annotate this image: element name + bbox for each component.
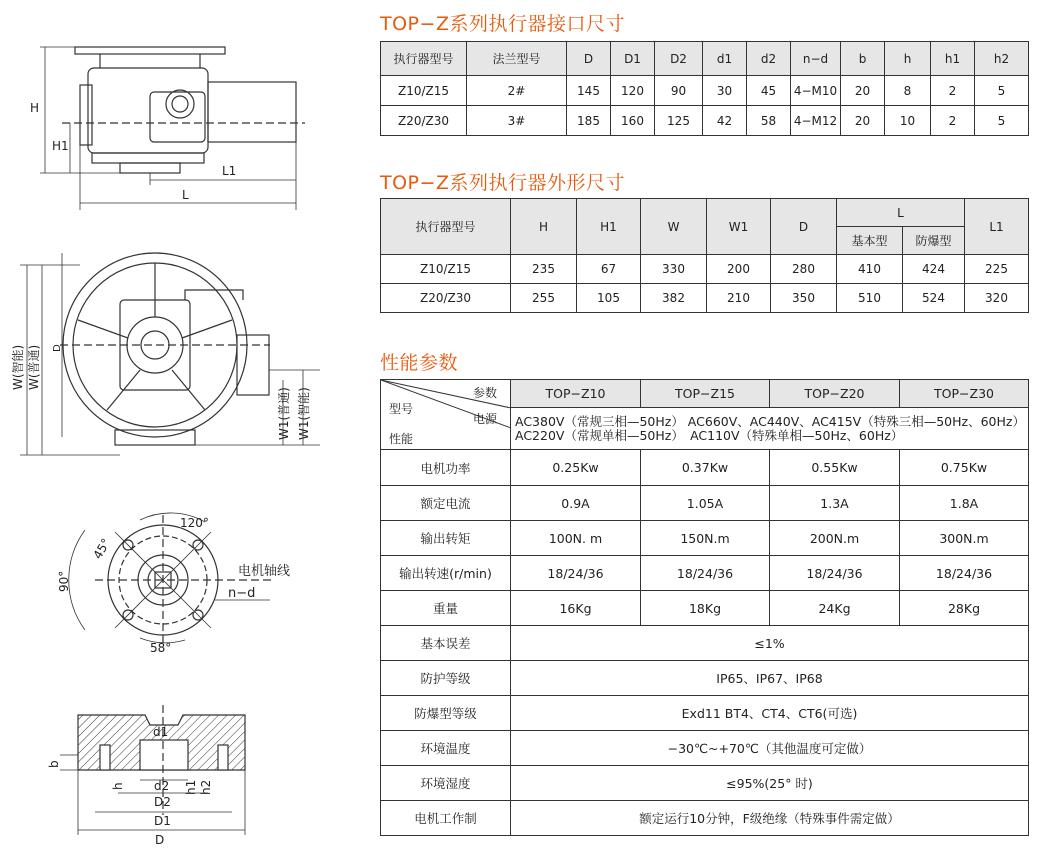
cell: 185: [567, 106, 611, 136]
row-label: 环境温度: [381, 731, 511, 766]
front-view: [40, 47, 305, 210]
header-cell: W1: [707, 199, 771, 255]
cell: 58: [747, 106, 791, 136]
corner-perf: 性能: [389, 432, 414, 446]
model-header: TOP−Z20: [770, 380, 900, 408]
table-row: [381, 801, 1029, 836]
cell: 424: [903, 255, 965, 284]
header-cell: 基本型: [837, 227, 903, 255]
cell: 0.75Kw: [900, 450, 1029, 486]
cell: 210: [707, 284, 771, 313]
cell: 0.9A: [511, 486, 641, 521]
power-line-2: AC220V（常规单相—50Hz） AC110V（特殊单相—50Hz、60Hz）: [515, 427, 904, 443]
cell: 18/24/36: [511, 556, 641, 591]
cell: 1.8A: [900, 486, 1029, 521]
table-row: [381, 106, 1029, 136]
cell: 24Kg: [770, 591, 900, 626]
header-cell: H: [511, 199, 577, 255]
cell: 67: [577, 255, 641, 284]
cell: 2: [931, 76, 975, 106]
model-header: TOP−Z15: [641, 380, 770, 408]
header-cell: 防爆型: [903, 227, 965, 255]
label-h: h: [111, 782, 125, 790]
perf-table-title: 性能参数: [380, 352, 459, 374]
cell: 4−M10: [791, 76, 841, 106]
row-label: 环境湿度: [381, 766, 511, 801]
cell: 5: [975, 106, 1029, 136]
label-D-side: D: [52, 344, 63, 352]
cell: Z20/Z30: [381, 284, 511, 313]
cell: 150N.m: [641, 521, 770, 556]
table-row: [381, 731, 1029, 766]
interface-table: [380, 41, 1029, 136]
row-label: 电机功率: [381, 450, 511, 486]
cell: 4−M12: [791, 106, 841, 136]
table-row: [381, 556, 1029, 591]
label-D2: D2: [154, 795, 171, 809]
label-d1: d1: [153, 725, 169, 739]
outline-table: [380, 198, 1029, 313]
row-label: 防护等级: [381, 661, 511, 696]
header-cell: 执行器型号: [381, 42, 467, 76]
cell: 350: [771, 284, 837, 313]
cell: 2: [931, 106, 975, 136]
cell: 20: [841, 106, 885, 136]
table-row: [381, 486, 1029, 521]
row-label: 输出转速(r/min): [381, 556, 511, 591]
power-line-1: AC380V（常规三相—50Hz） AC660V、AC440V、AC415V（特殊三相—50Hz、60Hz）: [515, 413, 1025, 429]
cell: 120: [611, 76, 655, 106]
header-cell: D1: [611, 42, 655, 76]
label-H: H: [30, 101, 40, 115]
label-angle-90: 90°: [57, 570, 71, 592]
cell: Z20/Z30: [381, 106, 467, 136]
cell: 42: [703, 106, 747, 136]
row-label: 电机工作制: [381, 801, 511, 836]
table-row: [381, 76, 1029, 106]
table-row: [381, 255, 1029, 284]
label-nd: n−d: [228, 586, 256, 601]
cell: 410: [837, 255, 903, 284]
label-d2: d2: [154, 779, 170, 793]
corner-model: 型号: [389, 402, 414, 416]
row-label: 防爆型等级: [381, 696, 511, 731]
table-row: [381, 766, 1029, 801]
cell: 3#: [467, 106, 567, 136]
side-view: [20, 253, 320, 455]
cell: 30: [703, 76, 747, 106]
label-angle-45: 45°: [90, 536, 114, 562]
cell: 18/24/36: [641, 556, 770, 591]
cell: 145: [567, 76, 611, 106]
label-L1: L1: [222, 164, 237, 178]
cell: 45: [747, 76, 791, 106]
label-W1-normal: W1(普通): [277, 387, 291, 440]
cell: 10: [885, 106, 931, 136]
table-row: [381, 450, 1029, 486]
label-D1: D1: [154, 814, 171, 828]
power-supply-cell: [511, 408, 1029, 450]
cell: 125: [655, 106, 703, 136]
cell: 0.25Kw: [511, 450, 641, 486]
cell: 1.3A: [770, 486, 900, 521]
cell: 510: [837, 284, 903, 313]
cell: 225: [965, 255, 1029, 284]
corner-param: 参数: [473, 386, 498, 400]
label-motor-axis: 电机轴线: [238, 564, 291, 579]
cell: 0.37Kw: [641, 450, 770, 486]
label-h1: h1: [184, 779, 198, 795]
outline-table-title: TOP−Z系列执行器外形尺寸: [380, 172, 625, 194]
cell: IP65、IP67、IP68: [511, 661, 1029, 696]
cell: 28Kg: [900, 591, 1029, 626]
cell: 524: [903, 284, 965, 313]
label-W-smart: W(智能): [11, 344, 25, 390]
header-cell: h1: [931, 42, 975, 76]
label-L: L: [182, 188, 189, 202]
cell: −30℃~+70℃（其他温度可定做）: [511, 731, 1029, 766]
label-D: D: [155, 833, 165, 847]
header-cell: h: [885, 42, 931, 76]
label-angle-58: 58°: [150, 641, 172, 655]
cell: 5: [975, 76, 1029, 106]
row-label: 重量: [381, 591, 511, 626]
cell: 8: [885, 76, 931, 106]
cell: Z10/Z15: [381, 76, 467, 106]
cell: 额定运行10分钟，F级绝缘（特殊事件需定做）: [511, 801, 1029, 836]
label-h2: h2: [199, 779, 213, 795]
engineering-drawings: [0, 0, 372, 852]
cell: 1.05A: [641, 486, 770, 521]
table-row: [381, 591, 1029, 626]
model-header: TOP−Z10: [511, 380, 641, 408]
header-cell: L1: [965, 199, 1029, 255]
header-cell: 法兰型号: [467, 42, 567, 76]
cell: 0.55Kw: [770, 450, 900, 486]
cell: 16Kg: [511, 591, 641, 626]
table-row: [381, 284, 1029, 313]
cell: 20: [841, 76, 885, 106]
cell: 90: [655, 76, 703, 106]
header-cell: d1: [703, 42, 747, 76]
cell: 300N.m: [900, 521, 1029, 556]
row-label: 输出转矩: [381, 521, 511, 556]
cell: ≤95%(25° 时): [511, 766, 1029, 801]
header-cell: h2: [975, 42, 1029, 76]
cell: 330: [641, 255, 707, 284]
table-row: [381, 521, 1029, 556]
header-cell: b: [841, 42, 885, 76]
cell: 200: [707, 255, 771, 284]
table-row: [381, 626, 1029, 661]
table-row: [381, 661, 1029, 696]
header-cell: D: [771, 199, 837, 255]
table-row: [381, 696, 1029, 731]
header-cell: W: [641, 199, 707, 255]
cell: 200N.m: [770, 521, 900, 556]
label-W-normal: W(普通): [27, 344, 41, 390]
header-cell: n−d: [791, 42, 841, 76]
cell: ≤1%: [511, 626, 1029, 661]
label-b: b: [47, 760, 61, 768]
cell: 235: [511, 255, 577, 284]
cell: 255: [511, 284, 577, 313]
header-cell: d2: [747, 42, 791, 76]
label-angle-120: 120°: [180, 516, 209, 530]
header-cell: D2: [655, 42, 703, 76]
cell: 18/24/36: [900, 556, 1029, 591]
cell: Exd11 BT4、CT4、CT6(可选): [511, 696, 1029, 731]
row-label: 额定电流: [381, 486, 511, 521]
cell: 320: [965, 284, 1029, 313]
cell: 280: [771, 255, 837, 284]
cell: 100N. m: [511, 521, 641, 556]
header-cell: L: [837, 199, 965, 227]
header-cell: H1: [577, 199, 641, 255]
cell: 105: [577, 284, 641, 313]
label-H1: H1: [52, 139, 69, 153]
corner-power: 电源: [473, 412, 498, 426]
corner-cell: [381, 380, 511, 450]
header-cell: 执行器型号: [381, 199, 511, 255]
cell: 18/24/36: [770, 556, 900, 591]
cell: 382: [641, 284, 707, 313]
cell: Z10/Z15: [381, 255, 511, 284]
row-label: 基本误差: [381, 626, 511, 661]
cell: 2#: [467, 76, 567, 106]
label-W1-smart: W1(智能): [297, 387, 311, 440]
cell: 160: [611, 106, 655, 136]
perf-table: [380, 379, 1029, 836]
cell: 18Kg: [641, 591, 770, 626]
model-header: TOP−Z30: [900, 380, 1029, 408]
header-cell: D: [567, 42, 611, 76]
interface-table-title: TOP−Z系列执行器接口尺寸: [380, 13, 625, 35]
